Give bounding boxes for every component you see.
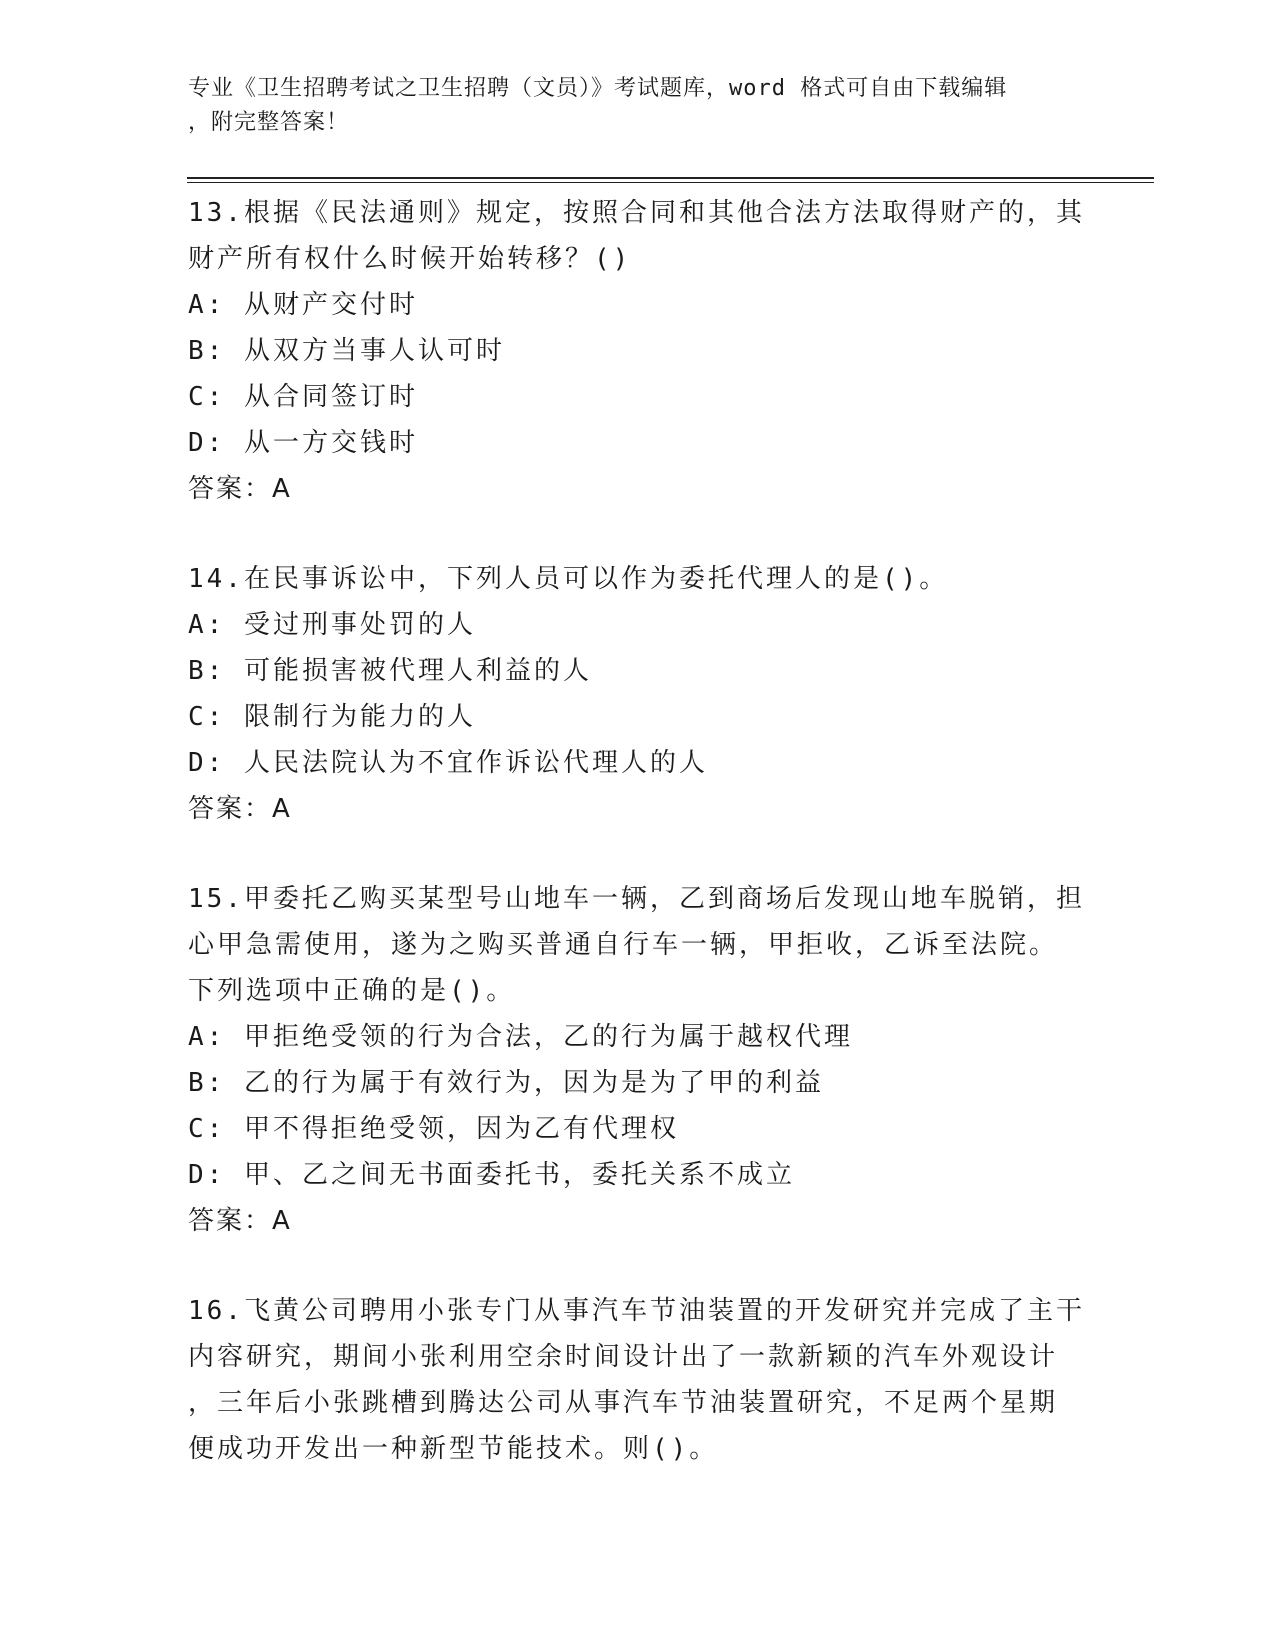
question-14 [188, 556, 1088, 832]
header-line-1: 专业《卫生招聘考试之卫生招聘（文员）》考试题库，word 格式可自由下载编辑 [188, 76, 1008, 101]
question-stem-line: ，三年后小张跳槽到腾达公司从事汽车节油装置研究，不足两个星期 [188, 1388, 1059, 1418]
question-stem-line: 财产所有权什么时候开始转移？() [188, 244, 632, 274]
question-stem-line: 15.甲委托乙购买某型号山地车一辆，乙到商场后发现山地车脱销，担 [188, 884, 1085, 914]
option-b: B: 从双方当事人认可时 [188, 336, 505, 366]
option-b: B: 乙的行为属于有效行为，因为是为了甲的利益 [188, 1068, 824, 1098]
question-stem-line: 心甲急需使用，遂为之购买普通自行车一辆，甲拒收，乙诉至法院。 [188, 930, 1059, 960]
question-list [188, 190, 1088, 1516]
option-d: D: 人民法院认为不宜作诉讼代理人的人 [188, 748, 708, 778]
option-a: A: 从财产交付时 [188, 290, 418, 320]
question-16 [188, 1288, 1088, 1472]
header-line-2: ，附完整答案！ [188, 110, 350, 135]
question-15 [188, 876, 1088, 1244]
document-header [188, 72, 1068, 140]
answer: 答案：A [188, 794, 292, 824]
question-stem-line: 便成功开发出一种新型节能技术。则()。 [188, 1434, 719, 1464]
question-stem-line: 下列选项中正确的是()。 [188, 976, 516, 1006]
header-rule-thick [187, 177, 1154, 179]
option-a: A: 甲拒绝受领的行为合法，乙的行为属于越权代理 [188, 1022, 853, 1052]
question-stem-line: 内容研究，期间小张利用空余时间设计出了一款新颖的汽车外观设计 [188, 1342, 1059, 1372]
option-d: D: 甲、乙之间无书面委托书，委托关系不成立 [188, 1160, 795, 1190]
option-d: D: 从一方交钱时 [188, 428, 418, 458]
question-stem-line: 16.飞黄公司聘用小张专门从事汽车节油装置的开发研究并完成了主干 [188, 1296, 1085, 1326]
option-c: C: 甲不得拒绝受领，因为乙有代理权 [188, 1114, 679, 1144]
question-13 [188, 190, 1088, 512]
option-b: B: 可能损害被代理人利益的人 [188, 656, 592, 686]
answer: 答案：A [188, 474, 292, 504]
header-rule-thin [187, 182, 1154, 183]
option-c: C: 限制行为能力的人 [188, 702, 476, 732]
question-stem-line: 14.在民事诉讼中，下列人员可以作为委托代理人的是()。 [188, 564, 949, 594]
option-a: A: 受过刑事处罚的人 [188, 610, 476, 640]
option-c: C: 从合同签订时 [188, 382, 418, 412]
answer: 答案：A [188, 1206, 292, 1236]
question-stem-line: 13.根据《民法通则》规定，按照合同和其他合法方法取得财产的，其 [188, 198, 1085, 228]
